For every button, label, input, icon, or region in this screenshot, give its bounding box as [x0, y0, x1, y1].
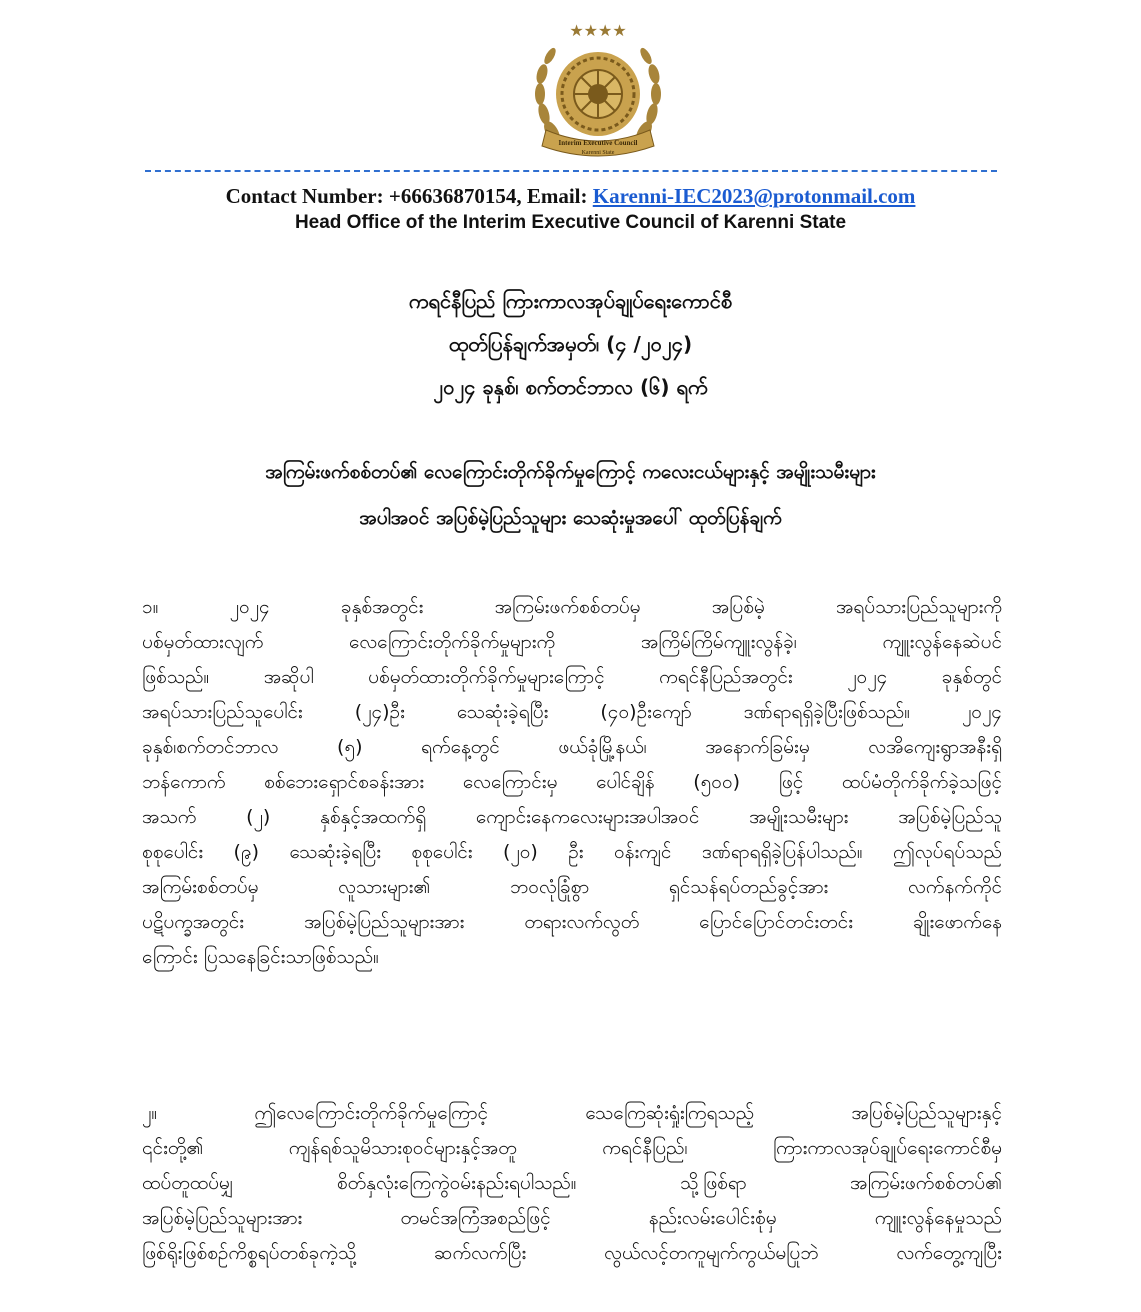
council-name: ကရင်နီပြည် ကြားကာလအုပ်ချုပ်ရေးကောင်စီ	[408, 289, 733, 313]
paragraph-line: ဖြစ်ရိုးဖြစ်စဉ်ကိစ္စရပ်တစ်ခုကဲ့သို့ ဆက်လက်ပြီး လွယ်လင့်တကူမျက်ကွယ်မပြုဘဲ လက်တွေ့ကျပြီး	[142, 1242, 1002, 1264]
paragraph-line: ၎င်းတို့၏ ကျန်ရစ်သူမိသားစုဝင်များနှင့်အတူ ကရင်နီပြည်၊ ကြားကာလအုပ်ချုပ်ရေးကောင်စီမှ	[142, 1137, 1002, 1159]
paragraph-line: အသက် (၂) နှစ်နှင့်အထက်ရှိ ကျောင်းနေကလေးများအပါအဝင် အမျိုးသမီးများ အပြစ်မဲ့ပြည်သူ	[142, 806, 1002, 828]
paragraph-line: အကြမ်းစစ်တပ်မှ လူသားများ၏ ဘဝလုံခြုံစွာ ရှင်သန်ရပ်တည်ခွင့်အား လက်နက်ကိုင်	[142, 876, 1002, 898]
header-divider	[145, 170, 997, 172]
paragraph-line: အပြစ်မဲ့ပြည်သူများအား တမင်အကြံအစည်ဖြင့် နည်းလမ်းပေါင်းစုံမှ ကျူးလွန်နေမှုသည်	[142, 1207, 1002, 1229]
statement-number: ထုတ်ပြန်ချက်အမှတ်၊ (၄ /၂၀၂၄)	[448, 332, 693, 356]
contact-number: Contact Number: +66636870154, Email:	[225, 184, 593, 208]
paragraph-line: ၂။ ဤလေကြောင်းတိုက်ခိုက်မှုကြောင့် သေကြေဆုံးရှုံးကြရသည့် အပြစ်မဲ့ပြည်သူများနှင့်	[142, 1102, 1002, 1124]
council-emblem-logo	[528, 14, 668, 164]
head-office-title: Head Office of the Interim Executive Council of Karenni State	[294, 212, 847, 233]
paragraph-1	[142, 590, 1002, 975]
paragraph-line: စုစုပေါင်း (၉) သေဆုံးခဲ့ရပြီး စုစုပေါင်း (၂၀) ဦး ဝန်းကျင် ဒဏ်ရာရရှိခဲ့ပြန်ပါသည်။ ဤလုပ်ရပ်သည်	[142, 841, 1002, 863]
logo-ribbon-line1: Interim Executive Council	[558, 139, 638, 147]
contact-line	[0, 184, 1141, 209]
subject-line-1: အကြမ်းဖက်စစ်တပ်၏ လေကြောင်းတိုက်ခိုက်မှုကြောင့် ကလေးငယ်များနှင့် အမျိုးသမီးများ	[265, 461, 876, 483]
paragraph-2	[142, 1096, 1002, 1271]
paragraph-line: အရပ်သားပြည်သူပေါင်း (၂၄)ဦး သေဆုံးခဲ့ရပြီး (၄၀)ဦးကျော် ဒဏ်ရာရရှိခဲ့ပြီးဖြစ်သည်။ ၂၀၂၄	[142, 701, 1002, 723]
logo-stars: ★★★★	[569, 21, 627, 40]
subject-line-2: အပါအဝင် အပြစ်မဲ့ပြည်သူများ သေဆုံးမှုအပေါ် ထုတ်ပြန်ချက်	[359, 507, 782, 529]
logo-ribbon-line2: Karenni State	[581, 150, 615, 156]
paragraph-line: ပစ်မှတ်ထားလျက် လေကြောင်းတိုက်ခိုက်မှုများကို အကြိမ်ကြိမ်ကျူးလွန်ခဲ့၊ ကျူးလွန်နေဆဲပင်	[142, 631, 1002, 653]
paragraph-line: ခုနှစ်၊စက်တင်ဘာလ (၅) ရက်နေ့တွင် ဖယ်ခုံမြို့နယ်၊ အနောက်ခြမ်းမှ လအိကျေးရွာအနီးရှိ	[142, 736, 1002, 758]
sun-wheel-icon	[556, 52, 640, 136]
paragraph-line: ၁။ ၂၀၂၄ ခုနှစ်အတွင်း အကြမ်းဖက်စစ်တပ်မှ အပြစ်မဲ့ အရပ်သားပြည်သူများကို	[142, 596, 1002, 618]
email-link[interactable]: Karenni-IEC2023@protonmail.com	[592, 184, 916, 208]
paragraph-line: ဖြစ်သည်။ အဆိုပါ ပစ်မှတ်ထားတိုက်ခိုက်မှုများကြောင့် ကရင်နီပြည်အတွင်း ၂၀၂၄ ခုနှစ်တွင်	[142, 666, 1002, 688]
paragraph-line: ထပ်တူထပ်မျှ စိတ်နှလုံးကြေကွဲဝမ်းနည်းရပါသည်။ သို့ဖြစ်ရာ အကြမ်းဖက်စစ်တပ်၏	[142, 1172, 1002, 1194]
statement-date: ၂၀၂၄ ခုနှစ်၊ စက်တင်ဘာလ (၆) ရက်	[433, 375, 708, 399]
paragraph-line: ကြောင်း ပြသနေခြင်းသာဖြစ်သည်။	[142, 946, 379, 968]
paragraph-line: ပဋိပက္ခအတွင်း အပြစ်မဲ့ပြည်သူများအား တရားလက်လွတ် ပြောင်ပြောင်တင်းတင်း ချိုးဖောက်နေ	[142, 911, 1002, 933]
paragraph-line: ဘန်ကောက် စစ်ဘေးရှောင်စခန်းအား လေကြောင်းမှ ပေါင်ချိန် (၅၀၀) ဖြင့် ထပ်မံတိုက်ခိုက်ခဲ့သဖြင့်	[142, 771, 1002, 793]
